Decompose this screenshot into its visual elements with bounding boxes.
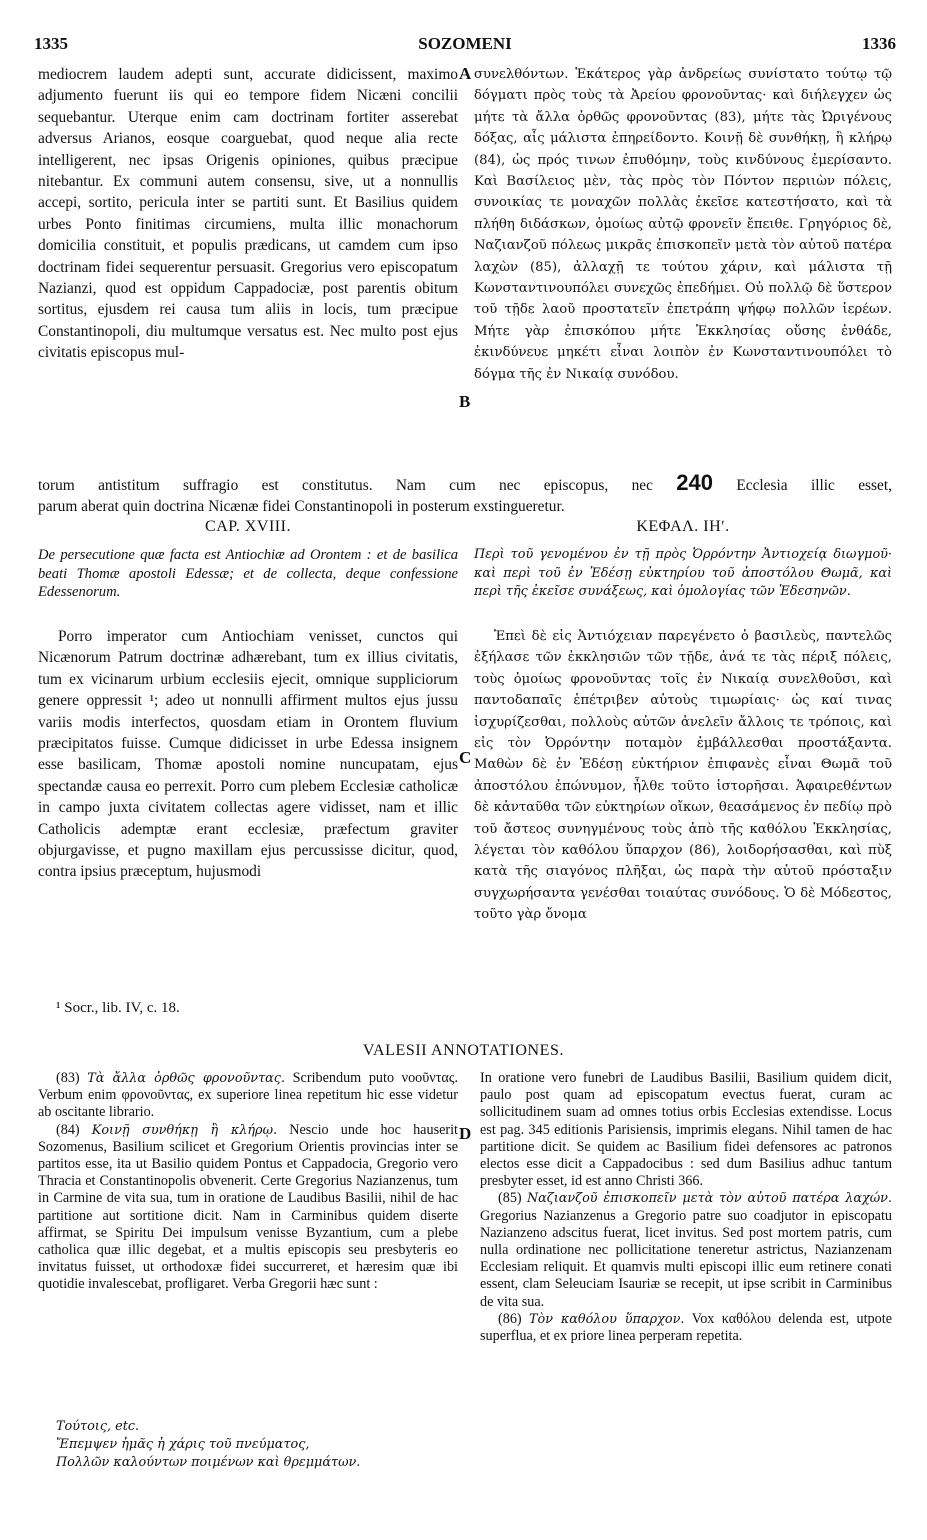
annotation-86-lemma: Τὸν καθόλου ὕπαρχον. xyxy=(528,1311,685,1327)
running-header xyxy=(34,34,896,56)
verse-line-2: Ἔπεμψεν ἡμᾶς ἡ χάρις τοῦ πνεύματος, xyxy=(56,1437,310,1452)
chapter-heading-greek: ΚΕΦΑΛ. ΙΗʹ. xyxy=(636,518,730,535)
annotation-83-lemma: Τὰ ἄλλα ὀρθῶς φρονοῦντας. xyxy=(87,1071,286,1086)
running-title: SOZOMENI xyxy=(418,34,512,53)
greek-text-lower: Ἐπεὶ δὲ εἰς Ἀντιόχειαν παρεγένετο ὁ βασιλεὺς, παντελῶς ἐξήλασε τῶν ἐκκλησιῶν τῶν τῇδε, ἀνά τε τὰς πέριξ πόλεις, τοὺς ὁμοίως φρονοῦντας τοῖς ἐν Νικαίᾳ συνελθοῦσι, καὶ παντοδαπαῖς ἐπέτριβεν αὐτοὺς τιμωρίαις· ὡς καί τινας ἰσχυρίζεσθαι, πολλοὺς αὐτῶν ἀνελεῖν ἄλλοις τε τρόποις, καὶ εἰς τὸν Ὀρρόντην ποταμὸν ἐμβάλλεσθαι προστάξαντα. Μαθὼν δὲ ἐν Ἐδέσῃ εὐκτήριον ἐπιφανὲς εἶναι Θωμᾶ τοῦ ἀποστόλου ἐπώνυμον, ἦλθε τοῦτο ἱστορῆσαι. Ἀφαιρεθέντων δὲ κἀνταῦθα τῶν εὐκτηρίων οἴκων, θεασάμενος ἐν πεδίῳ πρὸ τοῦ ἄστεος συνηγμένους τοὺς ἀπὸ τῆς καθόλου Ἐκκλησίας, λέγεται τὸν καθόλου ὕπαρχον (86), λοιδορήσασθαι, καὶ πὺξ κατὰ τῆς σιαγόνος πλῆξαι, ὡς παρὰ τὴν αὐτοῦ πρόσταξιν συγχωρήσαντα γενέσθαι τοιαύτας συνόδους. Ὁ δὲ Μόδεστος, τοῦτο γὰρ ὄνομα xyxy=(474,629,892,923)
greek-text-top: συνελθόντων. Ἑκάτερος γὰρ ἀνδρείως συνίστατο τούτῳ τῷ δόγματι πρὸς τοὺς τὰ Ἀρείου φρονοῦντας· καὶ διήλεγχεν ὡς μήτε τὰ ἄλλα ὀρθῶς φρονοῦντας (83), μήτε τὰς Ὠριγένους δόξας, αἷς μάλιστα ἐπηρείδοντο. Κοινῇ δὲ συνθήκῃ, ἢ κλήρῳ (84), ὡς πρός τινων ἐπυθόμην, τοὺς κινδύνους ἐμερίσαντο. Καὶ Βασίλειος μὲν, τὰς πρὸς τὸν Πόντον περιιὼν πόλεις, συνοικίας τε μοναχῶν πολλὰς ἐκεῖσε κατεστήσατο, καὶ τὰ πλήθη διδάσκων, ὁμοίως αὐτῷ φρονεῖν ἔπειθε. Γρηγόριος δὲ, Ναζιανζοῦ πόλεως μικρᾶς ἐπισκοπεῖν μετὰ τὸν αὐτοῦ πατέρα λαχὼν (85), ἀλλαχῇ τε τούτου χάριν, καὶ μάλιστα τῇ Κωνσταντινουπόλει συνεχῶς ἐπεδήμει. Οὐ πολλῷ δὲ ὕστερον τοῦ τῇδε λαοῦ προστατεῖν ἐπετράπη ψήφῳ πολλῶν ἱερέων. Μήτε γὰρ ἐπισκόπου μήτε Ἐκκλησίας οὔσης ἐνθάδε, ἐκινδύνευε μηκέτι εἶναι λοιπὸν ἐν Κωνσταντινουπόλει τὸ δόγμα τῆς ἐν Νικαίᾳ συνόδου. xyxy=(474,67,892,382)
annotation-84-continued: In oratione vero funebri de Laudibus Basilii, Basilium quidem dicit, paulo post quam ad episcopatum evectus fuerat, curam ac sollicitudinem suam ad omnes totius orbis Ecclesias extendisse. Locus est pag. 345 editionis Parisiensis, imprimis elegans. Nihil tamen de hac partitione dicit. Se quidem ac Basilium fidei defensores ac patronos electos esse dicit a Cappadocibus : sed dum Basilius adhuc tantum presbyter esset, id est anno Christi 366. xyxy=(480,1070,892,1190)
annotation-84: (84) Κοινῇ συνθήκῃ ἢ κλήρῳ. Nescio unde hoc hauserit Sozomenus, Basilium scilicet et Gregorium Orientis provincias inter se partitos esse, ita ut Basilio quidem Pontus et Cappadocia, Gregorio vero Thracia et Constantinopolis obvenerit. Certe Gregorius Nazianzenus, tum in Carmine de vita sua, tum in oratione de Laudibus Basilii, nihil de hac partitione aut sortitione dicit. Nam in Carminibus quidem diserte affirmat, se Spiritu Dei impulsum venisse Byzantium, cum a plebe catholica quæ illic degebat, et a multis episcopis seu presbyteris eo invitatus fuisset, ut orthodoxæ fidei succurreret, et hæresim quæ ibi quotidie invalescebat, profligaret. Verba Gregorii hæc sunt : xyxy=(38,1121,458,1293)
latin-column-top xyxy=(38,64,458,364)
verse-line-3: Πολλῶν καλούντων ποιμένων καὶ θρεμμάτων. xyxy=(56,1455,361,1470)
chapter-heading-latin: CAP. XVIII. xyxy=(205,518,291,535)
page-number-right: 1336 xyxy=(862,34,896,53)
margin-letter-c: C xyxy=(459,748,472,767)
annotation-85: (85) Ναζιανζοῦ ἐπισκοπεῖν μετὰ τὸν αὐτοῦ πατέρα λαχών. Gregorius Nazianzenus a Gregorio patre suo coadjutor in episcopatu Nazianzeno adscitus fuerat, licet invitus. Sed post mortem patris, cum nulla ordinatione nec pollicitatione teneretur astrictus, Nazianzenam Ecclesiam reliquit. Et quamvis multi episcopi illic eum retinere conati essent, clam Seleuciam Isauriæ se recepit, ut ipse scribit in Carminibus de vita sua. xyxy=(480,1190,893,1310)
page-number-left: 1335 xyxy=(34,34,68,53)
latin-column-lower xyxy=(38,626,458,883)
full-width-lines xyxy=(38,472,892,518)
margin-letter-a: A xyxy=(459,64,472,83)
latin-text-lower: Porro imperator cum Antiochiam venisset, cunctos qui Nicænorum Patrum doctrinæ adhærebant, tum ex illius civitatis, tum ex vicinarum urbium ecclesiis ejecit, omnique suppliciorum genere oppressit ¹; adeo ut nonnulli affirment multos ejus jussu variis modis interfectos, quosdam etiam in Orontem fluvium præcipitatos fuisse. Cumque didicisset in urbe Edessa insignem esse basilicam, Thomæ apostoli nomine nuncupatam, ejus spectandæ causa eo perrexit. Porro cum plebem Ecclesiæ catholicæ in campo juxta civitatem collectas agere vidisset, nam et illic Catholicis ademptæ erant ecclesiæ, præfectum graviter objurgavisse, et pugno maxillam ejus percussisse dicitur, quod, contra ipsius præceptum, hujusmodi xyxy=(38,628,458,881)
verse-line-1: Τούτοις, etc. xyxy=(56,1419,140,1434)
full-width-line-2: parum aberat quin doctrina Nicænæ fidei Constantinopoli in posterum exstingueretur. xyxy=(38,498,565,516)
chapter-title-greek: Περὶ τοῦ γενομένου ἐν τῇ πρὸς Ὀρρόντην Ἀντιοχείᾳ διωγμοῦ· καὶ περὶ τοῦ ἐν Ἐδέσῃ εὐκτηρίου τοῦ ἀποστόλου Θωμᾶ, καὶ περὶ τῆς ἐκεῖσε συνάξεως, καὶ ὁμολογίας τῶν Ἐδεσηνῶν. xyxy=(474,547,892,600)
margin-letter-b: B xyxy=(459,392,471,411)
annotation-85-lemma: Ναζιανζοῦ ἐπισκοπεῖν μετὰ τὸν αὐτοῦ πατέρα λαχών. xyxy=(526,1191,893,1207)
annotation-83: (83) Τὰ ἄλλα ὀρθῶς φρονοῦντας. Scribendum puto νοοῦντας. Verbum enim φρονοῦντας, ex superiore linea repetitum hic esse videtur ab oscitante librario. xyxy=(38,1070,458,1121)
annotation-86: (86) Τὸν καθόλου ὕπαρχον. Vox καθόλου delenda est, utpote superflua, et ex priore linea perperam repetita. xyxy=(480,1310,892,1345)
annotations-right-column xyxy=(480,1070,892,1345)
annotations-left-column xyxy=(38,1070,458,1294)
greek-column-top xyxy=(474,64,892,385)
latin-text-top: mediocrem laudem adepti sunt, accurate didicissent, maximo adjumento fuerunt iis qui eo tempore fidem Nicæni concilii sequebantur. Uterque enim cam doctrinam fortiter asserebat adversus Arianos, eosque coarguebat, quod neque alia recte intelligerent, nec ipsas Origenis opiniones, quibus præcipue nitebantur. Ex communi autem consensu, sive, ut a nonnullis accepi, sortito, pericula inter se partiti sunt. Et Basilius quidem urbes Ponto finitimas circumiens, multa illic monachorum domicilia constituit, et populis prædicans, ut camdem cum ipso doctrinam fidei sequerentur persuasit. Gregorius vero episcopatum Nazianzi, quod est oppidum Cappadociæ, post parentis obitum sortitus, ejusdem rei causa tum aliis in locis, tum præcipue Constantinopoli, diu multumque versatus est. Nec multo post ejus civitatis episcopus mul- xyxy=(38,66,458,362)
margin-letter-d: D xyxy=(459,1124,472,1143)
greek-verses xyxy=(56,1418,456,1472)
annotation-84-lemma: Κοινῇ συνθήκῃ ἢ κλήρῳ. xyxy=(91,1122,278,1138)
annotations-heading: VALESII ANNOTATIONES. xyxy=(362,1042,565,1059)
chapter-title-latin: De persecutione quæ facta est Antiochiæ ad Orontem : et de basilica beati Thomæ apostoli Edessæ; et de collecta, deque confessione Edessenorum. xyxy=(38,547,458,601)
footnote: ¹ Socr., lib. IV, c. 18. xyxy=(56,1000,180,1016)
greek-column-lower xyxy=(474,626,892,926)
column-number: 240 xyxy=(676,470,713,495)
full-width-line-1: torum antistitum suffragio est constitutus. Nam cum nec episcopus, nec 240 Ecclesia illic esset, xyxy=(38,470,892,495)
